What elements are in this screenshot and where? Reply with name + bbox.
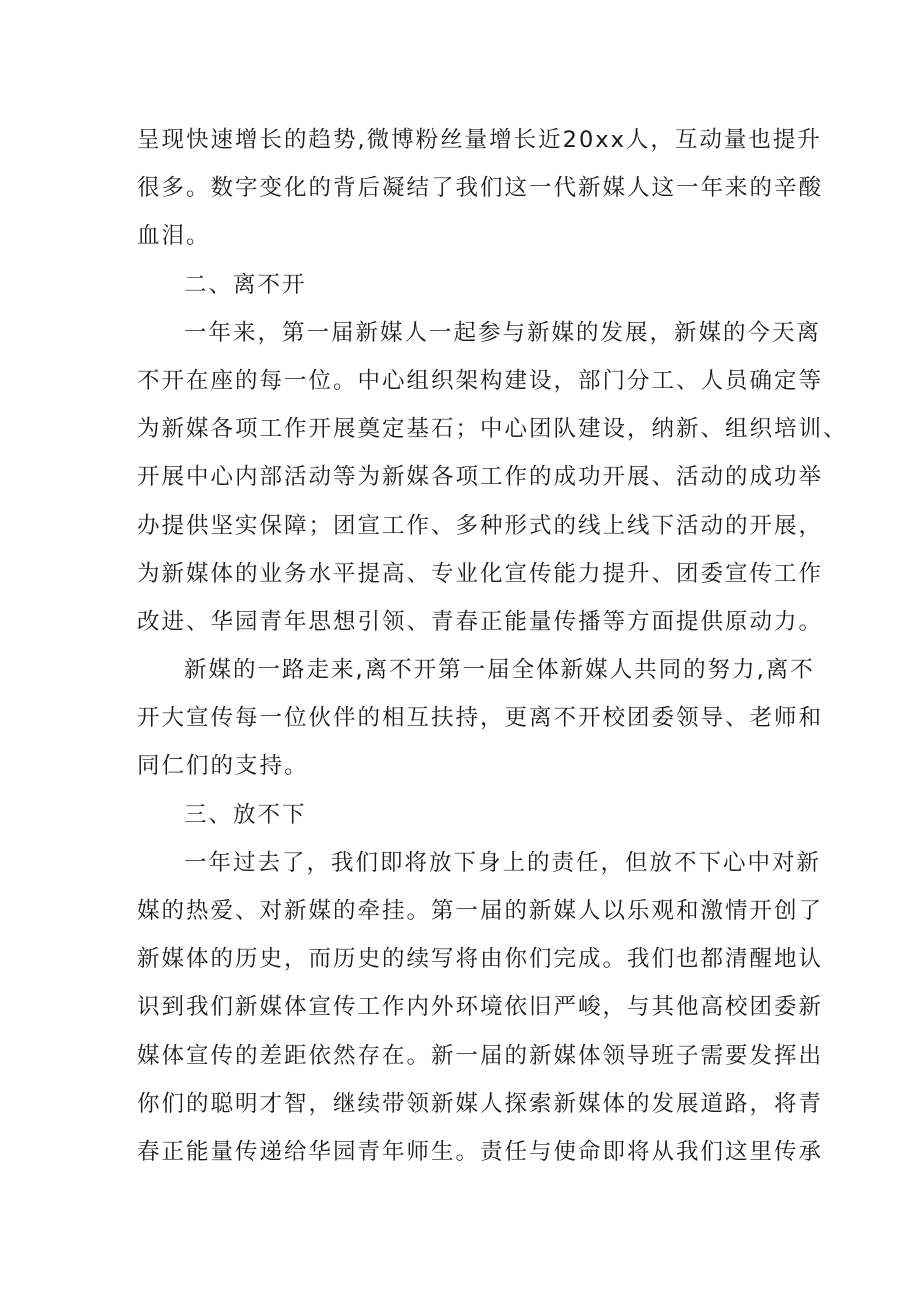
- text-line: 识到我们新媒体宣传工作内外环境依旧严峻，与其他高校团委新: [137, 994, 824, 1021]
- text-line: 一年来，第一届新媒人一起参与新媒的发展，新媒的今天离: [184, 319, 822, 346]
- text-line: 新媒体的历史，而历史的续写将由你们完成。我们也都清醒地认: [137, 946, 824, 973]
- text-line: 为新媒各项工作开展奠定基石；中心团队建设，纳新、组织培训、: [137, 416, 848, 443]
- text-line: 血泪。: [137, 223, 211, 250]
- text-line: 为新媒体的业务水平提高、专业化宣传能力提升、团委宣传工作: [137, 560, 824, 587]
- document-body: [137, 116, 848, 1176]
- text-line: 你们的聪明才智，继续带领新媒人探索新媒体的发展道路，将青: [137, 1090, 824, 1117]
- text-line: 媒体宣传的差距依然存在。新一届的新媒体领导班子需要发挥出: [137, 1042, 824, 1069]
- text-line: 改进、华园青年思想引领、青春正能量传播等方面提供原动力。: [137, 608, 824, 635]
- text-line: 同仁们的支持。: [137, 753, 309, 780]
- text-line: 一年过去了，我们即将放下身上的责任，但放不下心中对新: [184, 849, 822, 876]
- text-line: 很多。数字变化的背后凝结了我们这一代新媒人这一年来的辛酸: [137, 175, 824, 202]
- section-heading: 三、放不下: [184, 801, 307, 828]
- text-line: 开展中心内部活动等为新媒各项工作的成功开展、活动的成功举: [137, 464, 824, 491]
- text-line: 呈现快速增长的趋势,微博粉丝量增长近20xx人，互动量也提升: [137, 127, 822, 153]
- text-line: 开大宣传每一位伙伴的相互扶持，更离不开校团委领导、老师和: [137, 705, 824, 732]
- text-line: 媒的热爱、对新媒的牵挂。第一届的新媒人以乐观和激情开创了: [137, 898, 824, 924]
- text-line: 不开在座的每一位。中心组织架构建设，部门分工、人员确定等: [137, 367, 824, 394]
- text-line: 春正能量传递给华园青年师生。责任与使命即将从我们这里传承: [137, 1138, 824, 1165]
- section-heading: 二、离不开: [184, 271, 307, 298]
- text-line: 办提供坚实保障；团宣工作、多种形式的线上线下活动的开展，: [137, 512, 824, 539]
- text-line: 新媒的一路走来,离不开第一届全体新媒人共同的努力,离不: [184, 657, 815, 684]
